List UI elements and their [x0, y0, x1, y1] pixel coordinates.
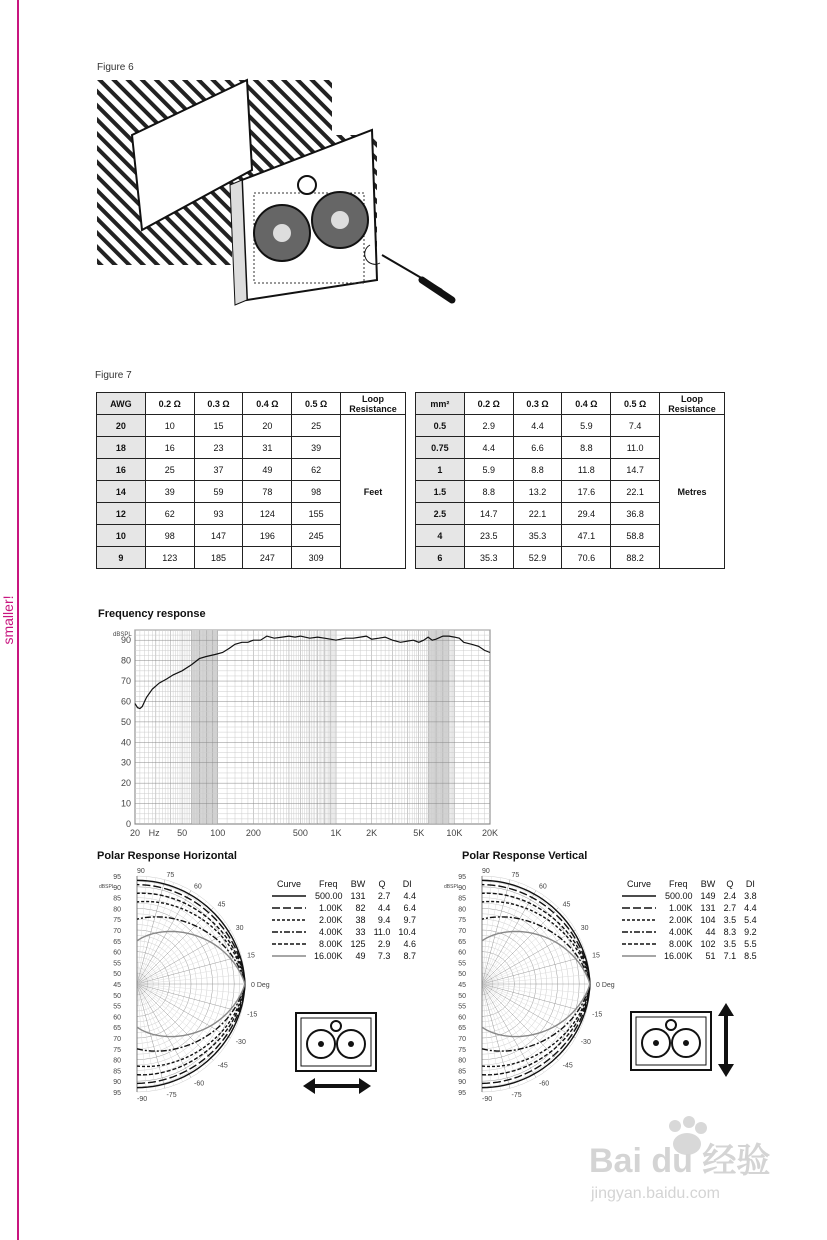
- radial-tick-label: 95: [458, 1090, 466, 1097]
- legend-cell: 8.00K: [319, 939, 343, 949]
- legend-cell: 102: [700, 939, 716, 949]
- legend-row: [268, 926, 420, 938]
- radial-tick-label: 80: [458, 1057, 466, 1065]
- mm-header: mm²: [416, 393, 465, 415]
- legend-header: BW: [350, 879, 366, 889]
- radial-tick-label: 65: [113, 938, 121, 946]
- polar-h-title: Polar Response Horizontal: [97, 850, 237, 862]
- legend-cell: 16.00K: [314, 951, 343, 961]
- legend-cell: 500.00: [315, 891, 343, 901]
- angle-label: 0 Deg: [251, 982, 270, 989]
- table-cell: 88.2: [611, 547, 660, 569]
- angle-label: -15: [247, 1011, 258, 1019]
- table-cell: 23: [194, 437, 243, 459]
- legend-cell: 51: [705, 951, 716, 961]
- table-row: [97, 415, 406, 437]
- legend-swatch: [268, 890, 310, 902]
- radial-tick-label: 65: [458, 1025, 466, 1033]
- legend-row: [618, 914, 761, 926]
- legend-cell: 2.7: [377, 891, 391, 901]
- legend-row: [268, 890, 420, 902]
- radial-tick-label: 60: [113, 1014, 121, 1022]
- awg-unit: Feet: [341, 415, 406, 569]
- awg-row-label: 14: [97, 481, 146, 503]
- mm-col-header: 0.4 Ω: [562, 393, 611, 415]
- y-tick-label: 70: [120, 676, 131, 687]
- x-tick-label: 20K: [481, 828, 499, 838]
- legend-cell: 2.00K: [669, 915, 693, 925]
- legend-cell: 4.00K: [319, 927, 343, 937]
- radial-tick-label: 75: [113, 917, 121, 925]
- y-tick-label: 50: [120, 716, 131, 727]
- radial-tick-label: 50: [458, 971, 466, 979]
- y-axis-label: dBSPL: [99, 884, 115, 890]
- table-cell: 8.8: [464, 481, 513, 503]
- polar-vertical-chart: [440, 866, 615, 1111]
- radial-tick-label: 85: [113, 895, 121, 903]
- legend-cell: 44: [705, 927, 716, 937]
- y-tick-label: 80: [120, 655, 131, 666]
- legend-cell: 4.4: [377, 903, 391, 913]
- legend-cell: 5.5: [744, 939, 757, 949]
- legend-row: [268, 902, 420, 914]
- table-cell: 35.3: [464, 547, 513, 569]
- mm-row-label: 0.75: [416, 437, 465, 459]
- legend-cell: 9.2: [744, 927, 757, 937]
- radial-tick-label: 80: [458, 906, 466, 914]
- mm-row-label: 6: [416, 547, 465, 569]
- angle-label: 75: [511, 871, 520, 879]
- mm-loop-header: Loop Resistance: [660, 393, 725, 415]
- table-cell: 4.4: [513, 415, 562, 437]
- y-tick-label: 90: [120, 635, 131, 646]
- x-tick-label: 50: [177, 828, 188, 838]
- polar-spoke: [137, 984, 241, 1012]
- legend-cell: 10.4: [398, 927, 416, 937]
- radial-tick-label: 90: [113, 1079, 121, 1087]
- table-cell: 98: [292, 481, 341, 503]
- legend-swatch: [618, 950, 660, 962]
- mm-col-header: 0.3 Ω: [513, 393, 562, 415]
- table-cell: 17.6: [562, 481, 611, 503]
- legend-cell: 2.9: [377, 939, 391, 949]
- legend-cell: 8.3: [723, 927, 737, 937]
- x-tick-label: 100: [210, 828, 226, 838]
- table-cell: 25: [145, 459, 194, 481]
- angle-label: -75: [511, 1092, 522, 1100]
- x-tick-label: 1K: [330, 828, 342, 838]
- legend-cell: 5.4: [744, 915, 757, 925]
- radial-tick-label: 95: [458, 874, 466, 881]
- radial-tick-label: 85: [113, 1068, 121, 1076]
- legend-header: DI: [402, 879, 412, 889]
- angle-label: -60: [539, 1080, 550, 1088]
- legend-cell: 125: [350, 939, 366, 949]
- legend-header: Q: [726, 879, 734, 889]
- table-cell: 11.8: [562, 459, 611, 481]
- legend-row: [618, 938, 761, 950]
- radial-tick-label: 65: [458, 938, 466, 946]
- radial-tick-label: 85: [458, 1068, 466, 1076]
- angle-label: 45: [217, 901, 226, 909]
- radial-tick-label: 75: [458, 917, 466, 925]
- table-cell: 123: [145, 547, 194, 569]
- table-cell: 14.7: [611, 459, 660, 481]
- radial-tick-label: 50: [113, 992, 121, 1000]
- table-cell: 124: [243, 503, 292, 525]
- angle-label: -90: [137, 1096, 148, 1103]
- radial-tick-label: 55: [458, 960, 466, 968]
- legend-cell: 16.00K: [664, 951, 693, 961]
- table-cell: 11.0: [611, 437, 660, 459]
- legend-header: Q: [378, 879, 386, 889]
- angle-label: -45: [562, 1062, 573, 1070]
- figure6-caption: Figure 6: [97, 62, 134, 73]
- radial-tick-label: 80: [113, 906, 121, 914]
- legend-swatch: [618, 890, 660, 902]
- figure7-caption: Figure 7: [95, 370, 132, 381]
- legend-row: [618, 902, 761, 914]
- table-cell: 155: [292, 503, 341, 525]
- legend-cell: 3.5: [723, 939, 737, 949]
- radial-tick-label: 75: [458, 1046, 466, 1054]
- radial-tick-label: 70: [113, 1036, 121, 1043]
- mm-table: [415, 392, 725, 569]
- table-cell: 8.8: [513, 459, 562, 481]
- table-cell: 147: [194, 525, 243, 547]
- legend-cell: 2.00K: [319, 915, 343, 925]
- radial-tick-label: 95: [113, 1090, 121, 1097]
- awg-row-label: 10: [97, 525, 146, 547]
- table-cell: 185: [194, 547, 243, 569]
- legend-row: [268, 950, 420, 962]
- legend-swatch: [618, 902, 660, 914]
- radial-tick-label: 90: [458, 1079, 466, 1087]
- table-cell: 29.4: [562, 503, 611, 525]
- radial-tick-label: 70: [113, 928, 121, 935]
- angle-label: 45: [562, 901, 571, 909]
- figure6-illustration: [92, 75, 472, 310]
- table-cell: 39: [145, 481, 194, 503]
- legend-header: Curve: [276, 879, 301, 889]
- legend-cell: 4.4: [403, 891, 416, 901]
- legend-row: [268, 914, 420, 926]
- polar-spoke: [137, 956, 241, 984]
- table-cell: 98: [145, 525, 194, 547]
- frequency-response-chart: [95, 626, 515, 841]
- legend-cell: 8.7: [403, 951, 416, 961]
- y-axis-label: dBSPL: [444, 884, 460, 890]
- radial-tick-label: 70: [458, 1036, 466, 1043]
- table-cell: 70.6: [562, 547, 611, 569]
- mm-row-label: 2.5: [416, 503, 465, 525]
- y-tick-label: 10: [120, 798, 131, 809]
- table-cell: 8.8: [562, 437, 611, 459]
- table-cell: 31: [243, 437, 292, 459]
- angle-label: -15: [592, 1011, 603, 1019]
- y-tick-label: 30: [120, 757, 131, 768]
- polar-v-legend: [618, 878, 761, 962]
- radial-tick-label: 60: [113, 949, 121, 957]
- legend-swatch: [618, 926, 660, 938]
- legend-cell: 1.00K: [669, 903, 693, 913]
- table-cell: 309: [292, 547, 341, 569]
- awg-header: AWG: [97, 393, 146, 415]
- legend-cell: 38: [355, 915, 366, 925]
- table-cell: 14.7: [464, 503, 513, 525]
- x-tick-label: 10K: [446, 828, 463, 838]
- table-cell: 2.9: [464, 415, 513, 437]
- watermark-brand: Bai du 经验: [589, 1142, 771, 1180]
- sidebar-label: smaller!: [0, 595, 16, 645]
- awg-col-header: 0.5 Ω: [292, 393, 341, 415]
- legend-cell: 11.0: [373, 927, 391, 937]
- legend-cell: 8.5: [744, 951, 757, 961]
- table-cell: 4.4: [464, 437, 513, 459]
- legend-cell: 104: [700, 915, 716, 925]
- table-cell: 49: [243, 459, 292, 481]
- legend-swatch: [618, 914, 660, 926]
- legend-swatch: [268, 938, 310, 950]
- radial-tick-label: 85: [458, 895, 466, 903]
- y-tick-label: 40: [120, 737, 131, 748]
- angle-label: 90: [482, 868, 490, 875]
- legend-cell: 1.00K: [319, 903, 343, 913]
- awg-row-label: 18: [97, 437, 146, 459]
- table-cell: 62: [292, 459, 341, 481]
- polar-spoke: [482, 956, 586, 984]
- mm-row-label: 1: [416, 459, 465, 481]
- legend-cell: 4.4: [744, 903, 757, 913]
- watermark-url: jingyan.baidu.com: [591, 1185, 720, 1202]
- radial-tick-label: 50: [458, 992, 466, 1000]
- angle-label: -75: [166, 1092, 177, 1100]
- legend-cell: 9.4: [377, 915, 391, 925]
- awg-row-label: 20: [97, 415, 146, 437]
- legend-swatch: [268, 914, 310, 926]
- legend-cell: 7.1: [723, 951, 737, 961]
- table-cell: 36.8: [611, 503, 660, 525]
- side-rule: [17, 0, 19, 1240]
- angle-label: 0 Deg: [596, 982, 615, 989]
- legend-row: [268, 938, 420, 950]
- angle-label: 15: [247, 952, 255, 960]
- legend-cell: 2.4: [723, 891, 737, 901]
- x-tick-label: 20: [129, 828, 141, 838]
- mm-row-label: 1.5: [416, 481, 465, 503]
- awg-row-label: 12: [97, 503, 146, 525]
- legend-swatch: [268, 926, 310, 938]
- x-tick-label: 500: [292, 828, 308, 838]
- radial-tick-label: 55: [113, 1003, 121, 1011]
- legend-swatch: [268, 902, 310, 914]
- mm-col-header: 0.5 Ω: [611, 393, 660, 415]
- table-cell: 10: [145, 415, 194, 437]
- table-cell: 58.8: [611, 525, 660, 547]
- angle-label: -30: [235, 1039, 246, 1046]
- speaker-horizontal-icon: [293, 1010, 383, 1098]
- table-cell: 35.3: [513, 525, 562, 547]
- awg-row-label: 16: [97, 459, 146, 481]
- mm-row-label: 4: [416, 525, 465, 547]
- table-cell: 245: [292, 525, 341, 547]
- legend-cell: 4.00K: [669, 927, 693, 937]
- legend-cell: 82: [355, 903, 366, 913]
- legend-header: Freq: [319, 879, 338, 889]
- table-cell: 20: [243, 415, 292, 437]
- x-tick-label: Hz: [148, 828, 160, 838]
- table-cell: 5.9: [464, 459, 513, 481]
- angle-label: -45: [217, 1062, 228, 1070]
- table-cell: 16: [145, 437, 194, 459]
- radial-tick-label: 70: [458, 928, 466, 935]
- radial-tick-label: 80: [113, 1057, 121, 1065]
- radial-tick-label: 90: [113, 884, 121, 892]
- table-cell: 62: [145, 503, 194, 525]
- awg-col-header: 0.4 Ω: [243, 393, 292, 415]
- table-cell: 23.5: [464, 525, 513, 547]
- awg-col-header: 0.2 Ω: [145, 393, 194, 415]
- awg-loop-header: Loop Resistance: [341, 393, 406, 415]
- radial-tick-label: 65: [113, 1025, 121, 1033]
- legend-cell: 2.7: [723, 903, 737, 913]
- polar-horizontal-chart: [95, 866, 270, 1111]
- table-cell: 59: [194, 481, 243, 503]
- radial-tick-label: 50: [113, 971, 121, 979]
- y-tick-label: 0: [125, 819, 131, 829]
- legend-header: Freq: [669, 879, 688, 889]
- table-cell: 247: [243, 547, 292, 569]
- table-cell: 15: [194, 415, 243, 437]
- legend-cell: 9.7: [403, 915, 416, 925]
- radial-tick-label: 75: [113, 1046, 121, 1054]
- legend-row: [618, 890, 761, 902]
- legend-cell: 149: [700, 891, 716, 901]
- radial-tick-label: 60: [458, 949, 466, 957]
- angle-label: -30: [580, 1039, 591, 1046]
- angle-label: 60: [539, 883, 547, 891]
- table-cell: 22.1: [611, 481, 660, 503]
- legend-cell: 33: [355, 927, 366, 937]
- table-cell: 52.9: [513, 547, 562, 569]
- legend-cell: 3.5: [723, 915, 737, 925]
- mm-row-label: 0.5: [416, 415, 465, 437]
- legend-cell: 3.8: [744, 891, 757, 901]
- speaker-vertical-icon: [628, 1002, 743, 1082]
- table-cell: 37: [194, 459, 243, 481]
- table-cell: 93: [194, 503, 243, 525]
- mm-col-header: 0.2 Ω: [464, 393, 513, 415]
- polar-spoke: [482, 984, 586, 1012]
- legend-header: DI: [745, 879, 755, 889]
- awg-row-label: 9: [97, 547, 146, 569]
- angle-label: 75: [166, 871, 175, 879]
- y-tick-label: 60: [120, 696, 131, 707]
- legend-cell: 6.4: [403, 903, 416, 913]
- radial-tick-label: 60: [458, 1014, 466, 1022]
- table-cell: 5.9: [562, 415, 611, 437]
- radial-tick-label: 90: [458, 884, 466, 892]
- radial-tick-label: 55: [113, 960, 121, 968]
- legend-cell: 49: [355, 951, 366, 961]
- legend-swatch: [618, 938, 660, 950]
- table-row: [416, 415, 725, 437]
- legend-swatch: [268, 950, 310, 962]
- angle-label: -90: [482, 1096, 493, 1103]
- y-tick-label: 20: [120, 778, 131, 789]
- table-cell: 7.4: [611, 415, 660, 437]
- angle-label: 15: [592, 952, 600, 960]
- angle-label: 90: [137, 868, 145, 875]
- polar-h-legend: [268, 878, 420, 962]
- mm-unit: Metres: [660, 415, 725, 569]
- legend-cell: 7.3: [377, 951, 391, 961]
- polar-v-title: Polar Response Vertical: [462, 850, 588, 862]
- awg-col-header: 0.3 Ω: [194, 393, 243, 415]
- legend-row: [618, 926, 761, 938]
- legend-cell: 131: [350, 891, 366, 901]
- table-cell: 6.6: [513, 437, 562, 459]
- legend-row: [618, 950, 761, 962]
- legend-cell: 131: [700, 903, 716, 913]
- table-cell: 25: [292, 415, 341, 437]
- table-cell: 196: [243, 525, 292, 547]
- table-cell: 13.2: [513, 481, 562, 503]
- legend-cell: 4.6: [403, 939, 416, 949]
- y-axis-label: dBSPL: [113, 632, 132, 638]
- angle-label: 60: [194, 883, 202, 891]
- legend-header: BW: [700, 879, 716, 889]
- radial-tick-label: 45: [113, 982, 121, 989]
- radial-tick-label: 55: [458, 1003, 466, 1011]
- awg-table: [96, 392, 406, 569]
- legend-cell: 500.00: [665, 891, 693, 901]
- table-cell: 22.1: [513, 503, 562, 525]
- legend-cell: 8.00K: [669, 939, 693, 949]
- legend-header: Curve: [626, 879, 651, 889]
- angle-label: -60: [194, 1080, 205, 1088]
- freq-title: Frequency response: [98, 608, 206, 620]
- baidu-watermark: [587, 1112, 777, 1202]
- table-cell: 39: [292, 437, 341, 459]
- x-tick-label: 2K: [366, 828, 378, 838]
- x-tick-label: 5K: [413, 828, 425, 838]
- angle-label: 30: [580, 925, 589, 932]
- x-tick-label: 200: [245, 828, 261, 838]
- table-cell: 47.1: [562, 525, 611, 547]
- angle-label: 30: [235, 925, 244, 932]
- radial-tick-label: 45: [458, 982, 466, 989]
- radial-tick-label: 95: [113, 874, 121, 881]
- table-cell: 78: [243, 481, 292, 503]
